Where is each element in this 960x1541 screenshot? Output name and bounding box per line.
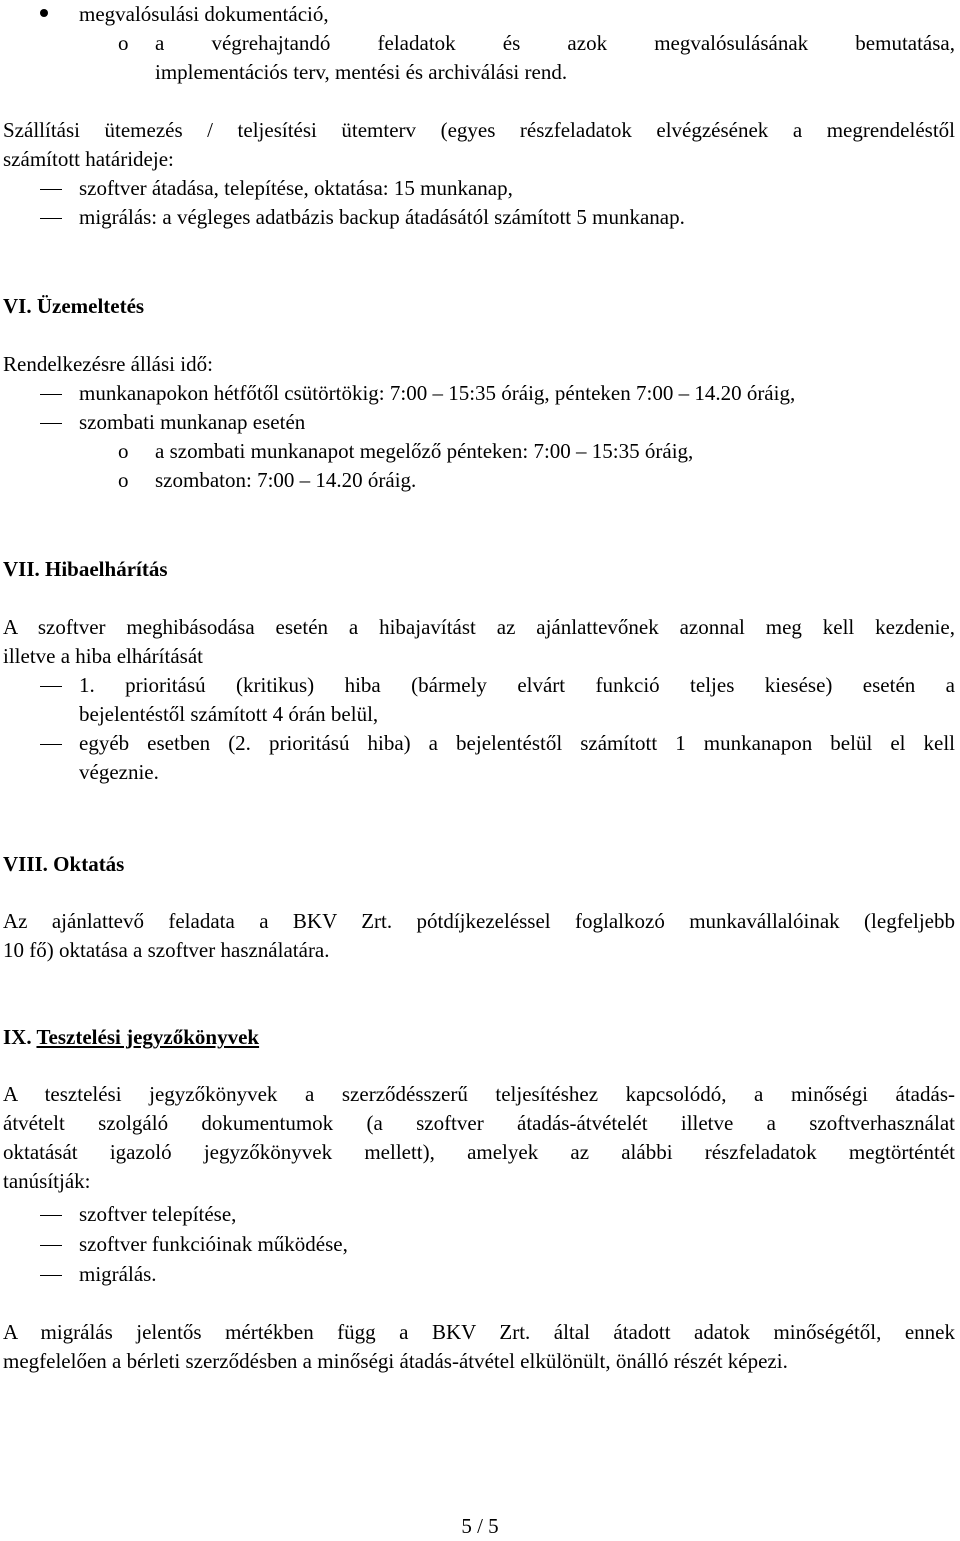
sub-bullet-marker: o (118, 468, 129, 492)
section-heading-viii: VIII. Oktatás (3, 852, 125, 876)
availability-sub-item: a szombati munkanapot megelőző pénteken: 7:00 – 15:35 óráig, (155, 439, 694, 463)
section-viii-text-line: 10 fő) oktatása a szoftver használatára. (3, 938, 330, 962)
section-ix-closing-line: megfelelően a bérleti szerződésben a minőségi átadás-átvétel elkülönült, önálló részét képezi. (3, 1349, 788, 1373)
section-ix-para-line: oktatását igazoló jegyzőkönyvek mellett), amelyek az alábbi részfeladatok megtörténtét (3, 1140, 955, 1164)
page-number: 5 / 5 (461, 1514, 499, 1538)
section-viii-text-line: Az ajánlattevő feladata a BKV Zrt. pótdíjkezeléssel foglalkozó munkavállalóinak (legfeljebb (3, 909, 955, 933)
section-heading-vi: VI. Üzemeltetés (3, 294, 145, 318)
dash-bullet-icon (40, 1275, 62, 1276)
bullet-disc-icon (40, 9, 48, 17)
section-vii-intro-line: illetve a hiba elhárítását (3, 644, 203, 668)
section-ix-para-line: tanúsítják: (3, 1169, 91, 1193)
priority-item-line: egyéb esetben (2. prioritású hiba) a bejelentéstől számított 1 munkanapon belül el kell (79, 731, 955, 755)
sub-bullet-marker: o (118, 31, 129, 55)
section-ix-para-line: A tesztelési jegyzőkönyvek a szerződésszerű teljesítéshez kapcsolódó, a minőségi átadás- (3, 1082, 955, 1106)
dash-bullet-icon (40, 1245, 62, 1246)
dash-bullet-icon (40, 423, 62, 424)
section-vi-intro: Rendelkezésre állási idő: (3, 352, 213, 376)
schedule-item: szoftver átadása, telepítése, oktatása: 15 munkanap, (79, 176, 513, 200)
bullet-item: megvalósulási dokumentáció, (79, 2, 329, 26)
dash-bullet-icon (40, 218, 62, 219)
dash-bullet-icon (40, 394, 62, 395)
availability-item: szombati munkanap esetén (79, 410, 306, 434)
section-vii-intro-line: A szoftver meghibásodása esetén a hibajavítást az ajánlattevőnek azonnal meg kell kezdenie, (3, 615, 955, 639)
availability-item: munkanapokon hétfőtől csütörtökig: 7:00 – 15:35 óráig, pénteken 7:00 – 14.20 óráig, (79, 381, 796, 405)
schedule-item: migrálás: a végleges adatbázis backup átadásától számított 5 munkanap. (79, 205, 685, 229)
test-protocol-item: szoftver telepítése, (79, 1202, 237, 1226)
dash-bullet-icon (40, 744, 62, 745)
test-protocol-item: szoftver funkcióinak működése, (79, 1232, 348, 1256)
availability-sub-item: szombaton: 7:00 – 14.20 óráig. (155, 468, 417, 492)
section-ix-title: Tesztelési jegyzőkönyvek (36, 1025, 260, 1049)
section-heading-vii: VII. Hibaelhárítás (3, 557, 168, 581)
priority-item-line: bejelentéstől számított 4 órán belül, (79, 702, 379, 726)
dash-bullet-icon (40, 686, 62, 687)
dash-bullet-icon (40, 189, 62, 190)
sub-item-line: a végrehajtandó feladatok és azok megvalósulásának bemutatása, (155, 31, 955, 55)
section-heading-ix (3, 1023, 259, 1052)
test-protocol-item: migrálás. (79, 1262, 157, 1286)
schedule-intro-line: számított határideje: (3, 147, 174, 171)
priority-item-line: végeznie. (79, 760, 159, 784)
sub-item-line: implementációs terv, mentési és archiválási rend. (155, 60, 568, 84)
section-ix-para-line: átvételt szolgáló dokumentumok (a szoftver átadás-átvételét illetve a szoftverhasználat (3, 1111, 955, 1135)
priority-item-line: 1. prioritású (kritikus) hiba (bármely elvárt funkció teljes kiesése) esetén a (79, 673, 955, 697)
section-ix-closing-line: A migrálás jelentős mértékben függ a BKV Zrt. által átadott adatok minőségétől, ennek (3, 1320, 955, 1344)
dash-bullet-icon (40, 1215, 62, 1216)
sub-bullet-marker: o (118, 439, 129, 463)
schedule-intro-line: Szállítási ütemezés / teljesítési ütemterv (egyes részfeladatok elvégzésének a megrendeléstől (3, 118, 955, 142)
section-ix-number: IX. (3, 1025, 32, 1049)
